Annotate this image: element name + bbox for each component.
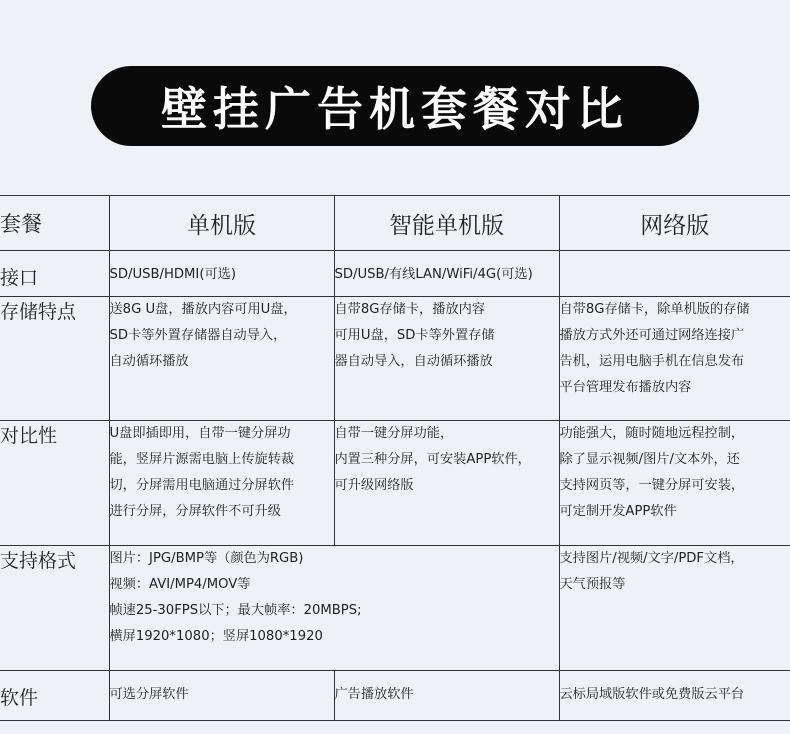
row-label-contrast: 对比性 — [0, 421, 109, 546]
cell-software-network: 云标局域版软件或免费版云平台 — [559, 671, 790, 721]
cell-formats-network: 支持图片/视频/文字/PDF文档， 天气预报等 — [559, 546, 790, 671]
title-banner — [91, 66, 699, 146]
cell-interface-smart: SD/USB/有线LAN/WiFi/4G(可选) — [334, 251, 559, 297]
cell-software-smart: 广告播放软件 — [334, 671, 559, 721]
cell-storage-network: 自带8G存储卡，除单机版的存储 播放方式外还可通过网络连接广 告机，运用电脑手机在信息发布 平台管理发布播放内容 — [559, 297, 790, 421]
row-label-software: 软件 — [0, 671, 109, 721]
row-label-interface: 接口 — [0, 251, 109, 297]
table-row-storage — [0, 297, 790, 421]
table-row-contrast — [0, 421, 790, 546]
cell-formats-standalone-smart: 图片：JPG/BMP等（颜色为RGB) 视频：AVI/MP4/MOV等 帧速25-30FPS以下；最大帧率：20MBPS; 横屏1920*1080；竖屏1080*1920 — [109, 546, 559, 671]
cell-contrast-smart: 自带一键分屏功能， 内置三种分屏，可安装APP软件， 可升级网络版 — [334, 421, 559, 546]
table-row-software — [0, 671, 790, 721]
cell-contrast-standalone: U盘即插即用，自带一键分屏功 能，竖屏片源需电脑上传旋转裁 切，分屏需用电脑通过分屏软件 进行分屏，分屏软件不可升级 — [109, 421, 334, 546]
row-label-formats: 支持格式 — [0, 546, 109, 671]
header-package: 套餐 — [0, 196, 109, 251]
table-header-row — [0, 196, 790, 251]
cell-contrast-network: 功能强大，随时随地远程控制， 除了显示视频/图片/文本外，还 支持网页等，一键分屏可安装， 可定制开发APP软件 — [559, 421, 790, 546]
header-smart-standalone: 智能单机版 — [334, 196, 559, 251]
row-label-storage: 存储特点 — [0, 297, 109, 421]
cell-interface-standalone: SD/USB/HDMI(可选) — [109, 251, 334, 297]
table-row-interface — [0, 251, 790, 297]
cell-storage-smart: 自带8G存储卡，播放内容 可用U盘，SD卡等外置存储 器自动导入，自动循环播放 — [334, 297, 559, 421]
header-standalone: 单机版 — [109, 196, 334, 251]
cell-software-standalone: 可选分屏软件 — [109, 671, 334, 721]
comparison-table — [0, 195, 790, 721]
cell-interface-network — [559, 251, 790, 297]
cell-storage-standalone: 送8G U盘，播放内容可用U盘， SD卡等外置存储器自动导入， 自动循环播放 — [109, 297, 334, 421]
header-network: 网络版 — [559, 196, 790, 251]
page-title: 壁挂广告机套餐对比 — [161, 82, 629, 136]
table-row-formats — [0, 546, 790, 671]
